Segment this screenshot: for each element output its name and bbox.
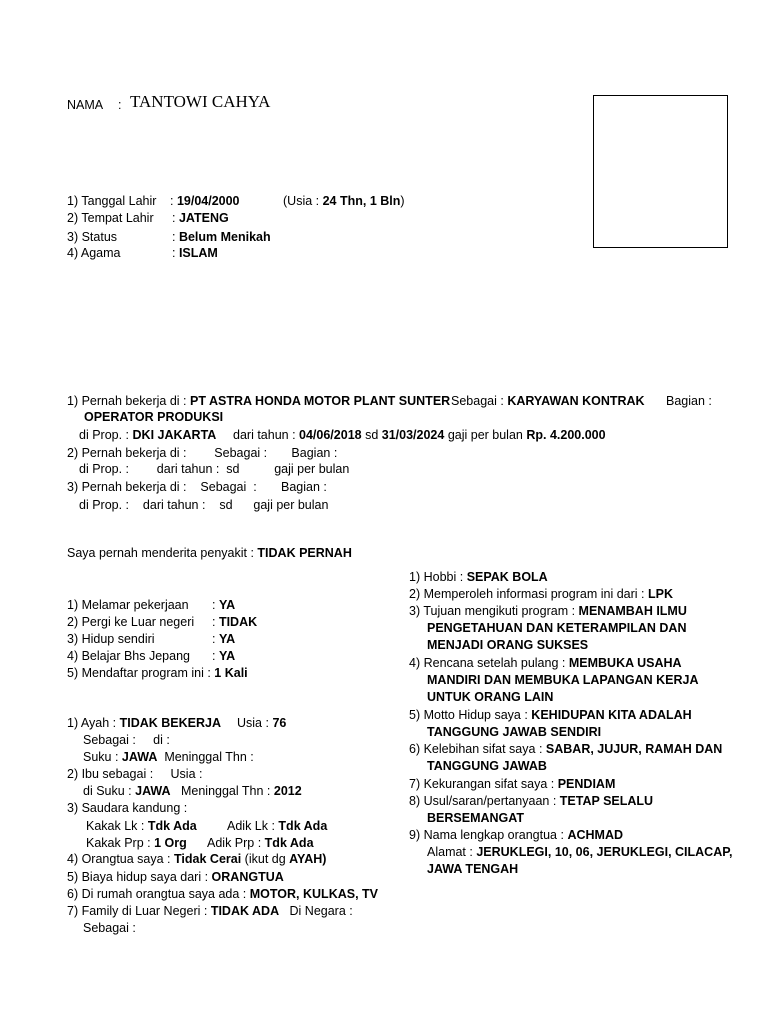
motto-value-2: TANGGUNG JAWAB SENDIRI bbox=[427, 725, 602, 739]
work1-company: PT ASTRA HONDA MOTOR PLANT SUNTER bbox=[190, 394, 451, 408]
kekurangan-value: PENDIAM bbox=[557, 777, 616, 791]
info-label: 2) Memperoleh informasi program ini dari : bbox=[409, 587, 645, 601]
ibu-line: 2) Ibu sebagai : Usia : bbox=[67, 767, 203, 781]
q2-label: 2) Pergi ke Luar negeri bbox=[67, 615, 195, 629]
family-ln-label: 7) Family di Luar Negeri : bbox=[67, 904, 208, 918]
kelebihan-label: 6) Kelebihan sifat saya : bbox=[409, 742, 543, 756]
ikut-label: (ikut dg bbox=[244, 852, 286, 866]
status-label: 3) Status bbox=[67, 230, 118, 244]
alamat-label: Alamat : bbox=[427, 845, 473, 859]
hobi-value: SEPAK BOLA bbox=[466, 570, 548, 584]
orangtua-value: Tidak Cerai bbox=[174, 852, 242, 866]
work1-bagian: Bagian : bbox=[666, 394, 712, 408]
nama-ortu-label: 9) Nama lengkap orangtua : bbox=[409, 828, 564, 842]
kakak-prp-value: 1 Org bbox=[154, 836, 187, 850]
kakak-lk-label: Kakak Lk : bbox=[86, 819, 145, 833]
penyakit-label: Saya pernah menderita penyakit : bbox=[67, 546, 254, 560]
kelebihan-value-1: SABAR, JUJUR, RAMAH DAN bbox=[545, 742, 723, 756]
work1-salary: Rp. 4.200.000 bbox=[526, 428, 606, 442]
biaya-value: ORANGTUA bbox=[211, 870, 284, 884]
nama-label: NAMA bbox=[67, 98, 104, 112]
info-value: LPK bbox=[648, 587, 673, 601]
kakak-prp-label: Kakak Prp : bbox=[86, 836, 151, 850]
adik-lk-value: Tdk Ada bbox=[278, 819, 328, 833]
negara-label: Di Negara : bbox=[289, 904, 353, 918]
agama-label: 4) Agama bbox=[67, 246, 121, 260]
tanggal-lahir-label: 1) Tanggal Lahir bbox=[67, 194, 157, 208]
q5-value: 1 Kali bbox=[214, 666, 248, 680]
nama-colon: : bbox=[118, 98, 122, 112]
work1-prop-value: DKI JAKARTA bbox=[132, 428, 217, 442]
rencana-value-3: UNTUK ORANG LAIN bbox=[427, 690, 554, 704]
saudara-label: 3) Saudara kandung : bbox=[67, 801, 188, 815]
tempat-lahir-label: 2) Tempat Lahir bbox=[67, 211, 154, 225]
tujuan-value-1: MENAMBAH ILMU bbox=[578, 604, 687, 618]
nama-value: TANTOWI CAHYA bbox=[130, 92, 271, 111]
rumah-value: MOTOR, KULKAS, TV bbox=[249, 887, 379, 901]
adik-prp-value: Tdk Ada bbox=[264, 836, 314, 850]
rencana-label: 4) Rencana setelah pulang : bbox=[409, 656, 566, 670]
ikut-value: AYAH) bbox=[289, 852, 327, 866]
ibu-suku-value: JAWA bbox=[135, 784, 171, 798]
usia-label: (Usia : bbox=[283, 194, 320, 208]
work1-sd: sd bbox=[365, 428, 379, 442]
status-value: Belum Menikah bbox=[178, 230, 271, 244]
agama-value: ISLAM bbox=[178, 246, 218, 260]
ayah-usia-value: 76 bbox=[272, 716, 287, 730]
work1-role: KARYAWAN KONTRAK bbox=[507, 394, 645, 408]
kekurangan-label: 7) Kekurangan sifat saya : bbox=[409, 777, 555, 791]
penyakit-value: TIDAK PERNAH bbox=[257, 546, 352, 560]
q3-value: YA bbox=[218, 632, 236, 646]
usia-close: ) bbox=[400, 194, 405, 208]
work2-line2: di Prop. : dari tahun : sd gaji per bulan bbox=[79, 462, 350, 476]
work1-to: 31/03/2024 bbox=[381, 428, 445, 442]
q1-value: YA bbox=[218, 598, 236, 612]
adik-prp-label: Adik Prp : bbox=[207, 836, 262, 850]
tujuan-label: 3) Tujuan mengikuti program : bbox=[409, 604, 576, 618]
alamat-value-2: JAWA TENGAH bbox=[427, 862, 519, 876]
ayah-label: 1) Ayah : bbox=[67, 716, 117, 730]
rencana-value-2: MANDIRI DAN MEMBUKA LAPANGAN KERJA bbox=[427, 673, 699, 687]
kakak-lk-value: Tdk Ada bbox=[147, 819, 197, 833]
work1-dari: dari tahun : bbox=[233, 428, 296, 442]
ayah-sebagai: Sebagai : di : bbox=[83, 733, 170, 747]
rencana-value-1: MEMBUKA USAHA bbox=[568, 656, 682, 670]
kelebihan-value-2: TANGGUNG JAWAB bbox=[427, 759, 547, 773]
usul-value-1: TETAP SELALU bbox=[559, 794, 654, 808]
q5-label: 5) Mendaftar program ini : bbox=[67, 666, 211, 680]
usul-value-2: BERSEMANGAT bbox=[427, 811, 524, 825]
tempat-lahir-value: JATENG bbox=[178, 211, 229, 225]
work1-prefix: 1) Pernah bekerja di : bbox=[67, 394, 187, 408]
adik-lk-label: Adik Lk : bbox=[227, 819, 275, 833]
work1-dept: OPERATOR PRODUKSI bbox=[84, 410, 224, 424]
tujuan-value-3: MENJADI ORANG SUKSES bbox=[427, 638, 589, 652]
motto-value-1: KEHIDUPAN KITA ADALAH bbox=[531, 708, 692, 722]
family-ln-value: TIDAK ADA bbox=[210, 904, 280, 918]
work1-prop: di Prop. : bbox=[79, 428, 130, 442]
work1-from: 04/06/2018 bbox=[299, 428, 362, 442]
ayah-meninggal: Meninggal Thn : bbox=[164, 750, 254, 764]
work1-gaji: gaji per bulan bbox=[447, 428, 523, 442]
hobi-label: 1) Hobbi : bbox=[409, 570, 464, 584]
family-sebagai: Sebagai : bbox=[83, 921, 136, 935]
work1-sebagai: Sebagai : bbox=[451, 394, 504, 408]
tanggal-lahir-value: 19/04/2000 bbox=[176, 194, 240, 208]
work2-line1: 2) Pernah bekerja di : Sebagai : Bagian : bbox=[67, 446, 338, 460]
q2-value: TIDAK bbox=[218, 615, 258, 629]
work3-line2: di Prop. : dari tahun : sd gaji per bulan bbox=[79, 498, 329, 512]
ayah-suku-value: JAWA bbox=[121, 750, 158, 764]
ibu-meninggal-label: Meninggal Thn : bbox=[180, 784, 271, 798]
q4-value: YA bbox=[218, 649, 236, 663]
photo-box bbox=[593, 95, 728, 248]
ayah-suku-label: Suku : bbox=[83, 750, 119, 764]
orangtua-label: 4) Orangtua saya : bbox=[67, 852, 171, 866]
nama-ortu-value: ACHMAD bbox=[567, 828, 624, 842]
ayah-usia-label: Usia : bbox=[237, 716, 269, 730]
tujuan-value-2: PENGETAHUAN DAN KETERAMPILAN DAN bbox=[427, 621, 687, 635]
biaya-label: 5) Biaya hidup saya dari : bbox=[67, 870, 209, 884]
usia-value: 24 Thn, 1 Bln bbox=[322, 194, 401, 208]
usul-label: 8) Usul/saran/pertanyaan : bbox=[409, 794, 557, 808]
q1-label: 1) Melamar pekerjaan bbox=[67, 598, 189, 612]
q4-label: 4) Belajar Bhs Jepang bbox=[67, 649, 190, 663]
ayah-value: TIDAK BEKERJA bbox=[119, 716, 221, 730]
work3-line1: 3) Pernah bekerja di : Sebagai : Bagian : bbox=[67, 480, 327, 494]
rumah-label: 6) Di rumah orangtua saya ada : bbox=[67, 887, 247, 901]
ibu-meninggal-value: 2012 bbox=[273, 784, 302, 798]
ibu-di-suku: di Suku : bbox=[83, 784, 132, 798]
motto-label: 5) Motto Hidup saya : bbox=[409, 708, 528, 722]
q3-label: 3) Hidup sendiri bbox=[67, 632, 155, 646]
alamat-value-1: JERUKLEGI, 10, 06, JERUKLEGI, CILACAP, bbox=[476, 845, 733, 859]
